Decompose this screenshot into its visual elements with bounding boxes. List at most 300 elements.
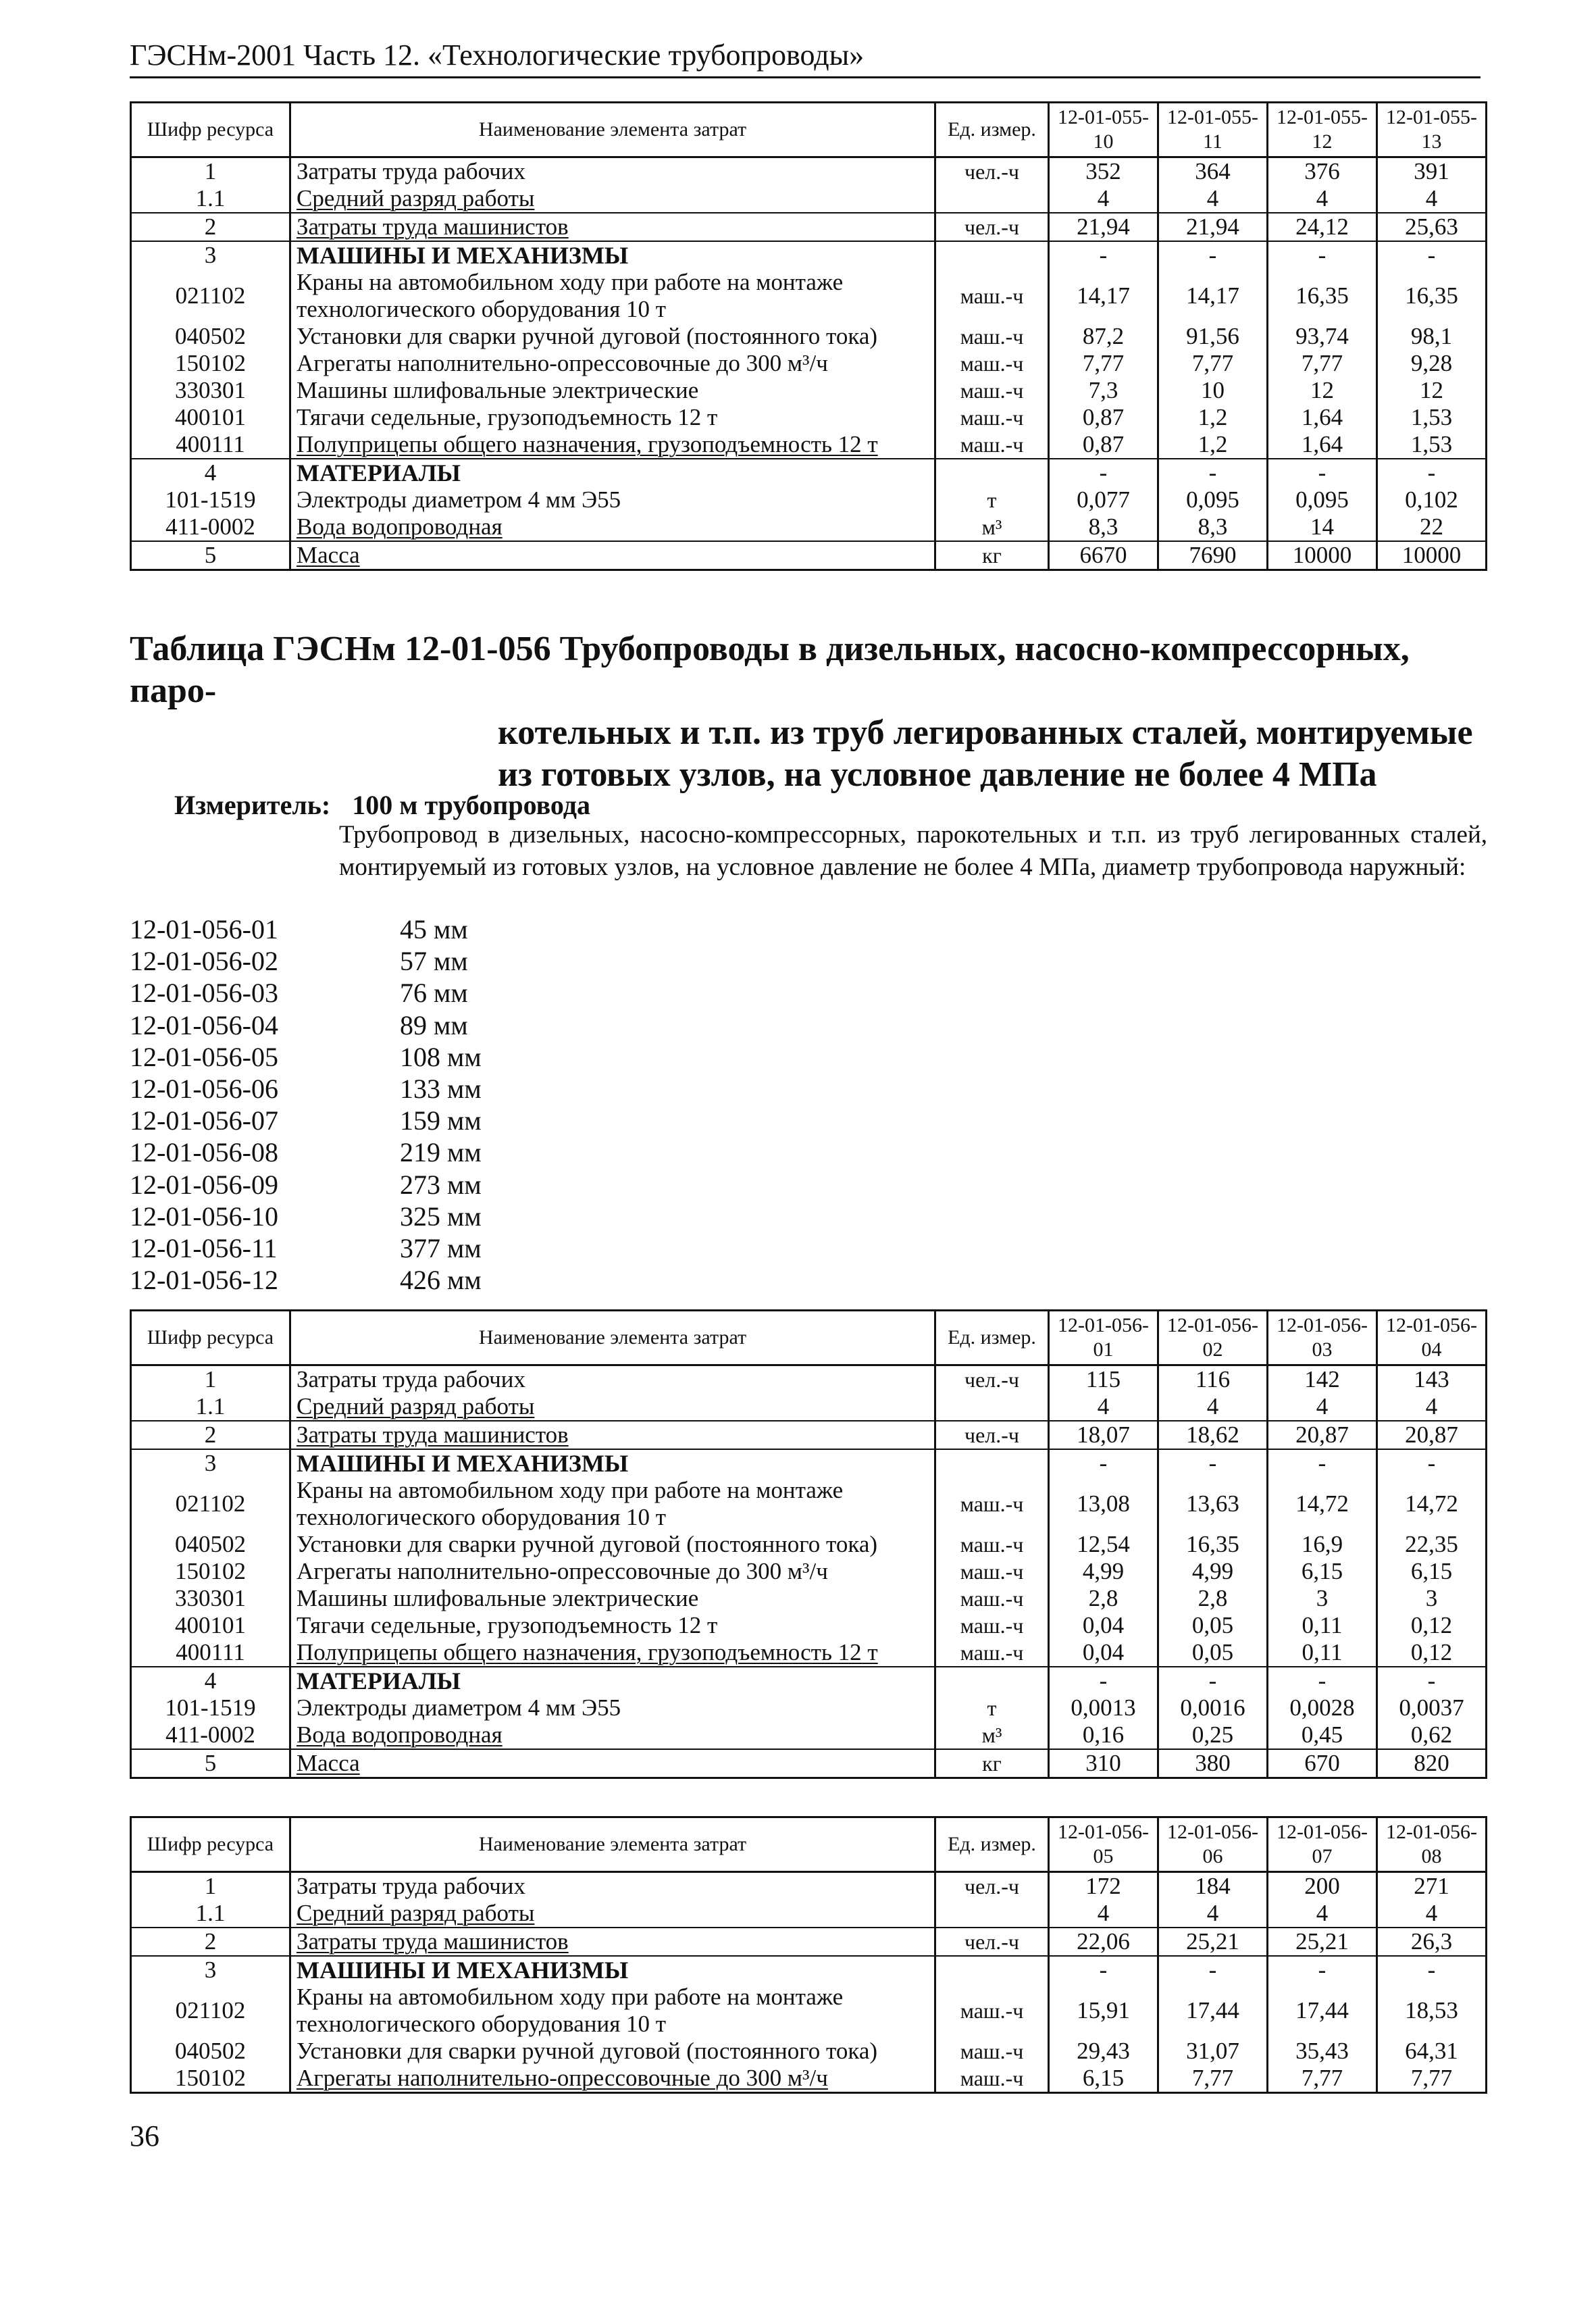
table-row <box>131 1694 1487 1721</box>
resource-code: 2 <box>131 1421 290 1449</box>
table-row <box>131 1956 1487 1984</box>
variant-list <box>130 913 482 1296</box>
norm-value: 24,12 <box>1268 213 1377 241</box>
table-row <box>131 185 1487 213</box>
norm-value: 142 <box>1268 1365 1377 1394</box>
variant-diameter: 325 мм <box>400 1201 482 1232</box>
variant-diameter: 45 мм <box>400 914 468 945</box>
norm-value: 25,21 <box>1158 1928 1268 1956</box>
norm-value: 7,77 <box>1268 350 1377 377</box>
variant-item <box>130 1105 482 1136</box>
norm-value: - <box>1049 1449 1158 1477</box>
section-title <box>130 628 1487 796</box>
norm-value: 0,12 <box>1377 1612 1487 1639</box>
cost-element-name: МАШИНЫ И МЕХАНИЗМЫ <box>290 1956 935 1984</box>
norm-value: 200 <box>1268 1872 1377 1901</box>
table-row <box>131 459 1487 486</box>
norm-value: 16,35 <box>1377 269 1487 323</box>
resource-code: 330301 <box>131 377 290 404</box>
norm-value: 4 <box>1049 1393 1158 1421</box>
norm-value: 0,16 <box>1049 1721 1158 1749</box>
norm-value: - <box>1049 1956 1158 1984</box>
header-unit: Ед. измер. <box>935 103 1049 157</box>
table-row <box>131 431 1487 459</box>
cost-element-name: Машины шлифовальные электрические <box>290 1585 935 1612</box>
norm-value: 12,54 <box>1049 1531 1158 1558</box>
table-row <box>131 541 1487 570</box>
table-row <box>131 1585 1487 1612</box>
table-row <box>131 1872 1487 1901</box>
cost-element-name: Вода водопроводная <box>290 513 935 541</box>
header-norm-code: 12-01-056-06 <box>1158 1817 1268 1872</box>
unit-of-measure <box>935 1449 1049 1477</box>
resource-code: 101-1519 <box>131 1694 290 1721</box>
norm-value: 0,87 <box>1049 431 1158 459</box>
resource-code: 101-1519 <box>131 486 290 513</box>
norm-value: 16,9 <box>1268 1531 1377 1558</box>
cost-element-name: Затраты труда машинистов <box>290 1928 935 1956</box>
page-number: 36 <box>130 2119 159 2153</box>
table-row <box>131 1558 1487 1585</box>
table-row <box>131 1749 1487 1778</box>
norm-value: 6,15 <box>1049 2065 1158 2093</box>
resource-code: 3 <box>131 1956 290 1984</box>
cost-element-name: Затраты труда машинистов <box>290 1421 935 1449</box>
cost-element-name: Агрегаты наполнительно-опрессовочные до 300 м³/ч <box>290 2065 935 2093</box>
cost-element-name: Электроды диаметром 4 мм Э55 <box>290 486 935 513</box>
norm-value: 10000 <box>1268 541 1377 570</box>
norm-value: - <box>1377 459 1487 486</box>
norm-value: 25,21 <box>1268 1928 1377 1956</box>
table-row <box>131 486 1487 513</box>
norm-value: 6,15 <box>1268 1558 1377 1585</box>
norm-value: 0,0013 <box>1049 1694 1158 1721</box>
norm-value: 93,74 <box>1268 323 1377 350</box>
table-row <box>131 1900 1487 1928</box>
cost-element-name: Затраты труда машинистов <box>290 213 935 241</box>
cost-element-name: Машины шлифовальные электрические <box>290 377 935 404</box>
header-cost-element: Наименование элемента затрат <box>290 103 935 157</box>
norm-value: 3 <box>1268 1585 1377 1612</box>
norm-value: 1,2 <box>1158 404 1268 431</box>
cost-element-name: Масса <box>290 541 935 570</box>
norm-value: 4,99 <box>1158 1558 1268 1585</box>
unit-of-measure <box>935 459 1049 486</box>
norm-value: 64,31 <box>1377 2038 1487 2065</box>
norm-value: - <box>1377 1449 1487 1477</box>
resource-code: 330301 <box>131 1585 290 1612</box>
cost-element-name: Агрегаты наполнительно-опрессовочные до 300 м³/ч <box>290 1558 935 1585</box>
variant-item <box>130 1169 482 1201</box>
unit-of-measure: чел.-ч <box>935 1872 1049 1901</box>
table-row <box>131 1477 1487 1531</box>
norm-value: - <box>1158 1449 1268 1477</box>
norm-value: 0,45 <box>1268 1721 1377 1749</box>
unit-of-measure <box>935 1956 1049 1984</box>
resource-code: 1 <box>131 157 290 186</box>
norm-value: 2,8 <box>1158 1585 1268 1612</box>
norm-value: 4 <box>1377 1900 1487 1928</box>
norm-value: 20,87 <box>1268 1421 1377 1449</box>
norm-value: - <box>1158 459 1268 486</box>
resource-code: 1.1 <box>131 1393 290 1421</box>
norm-value: 184 <box>1158 1872 1268 1901</box>
resource-code: 400111 <box>131 1639 290 1667</box>
variant-diameter: 76 мм <box>400 978 468 1009</box>
variant-diameter: 273 мм <box>400 1169 482 1200</box>
norm-value: 29,43 <box>1049 2038 1158 2065</box>
resource-code: 040502 <box>131 323 290 350</box>
variant-code: 12-01-056-01 <box>130 914 278 945</box>
header-norm-code: 12-01-055-11 <box>1158 103 1268 157</box>
cost-element-name: Агрегаты наполнительно-опрессовочные до 300 м³/ч <box>290 350 935 377</box>
variant-item <box>130 977 482 1009</box>
norm-value: 0,11 <box>1268 1612 1377 1639</box>
unit-of-measure: м³ <box>935 1721 1049 1749</box>
variant-code: 12-01-056-11 <box>130 1233 278 1264</box>
unit-of-measure: маш.-ч <box>935 1477 1049 1531</box>
norm-value: 364 <box>1158 157 1268 186</box>
measure-label: Измеритель: <box>174 790 331 820</box>
norm-value: - <box>1268 1667 1377 1694</box>
norm-value: 0,04 <box>1049 1612 1158 1639</box>
table-row <box>131 269 1487 323</box>
unit-of-measure <box>935 1393 1049 1421</box>
unit-of-measure: маш.-ч <box>935 2038 1049 2065</box>
norm-value: - <box>1268 1449 1377 1477</box>
resource-code: 5 <box>131 1749 290 1778</box>
header-norm-code: 12-01-056-07 <box>1268 1817 1377 1872</box>
cost-element-name: МАТЕРИАЛЫ <box>290 459 935 486</box>
norm-value: 1,64 <box>1268 404 1377 431</box>
header-norm-code: 12-01-056-03 <box>1268 1311 1377 1365</box>
norm-value: 1,53 <box>1377 431 1487 459</box>
header-resource-code: Шифр ресурса <box>131 1817 290 1872</box>
norm-value: 4 <box>1268 1393 1377 1421</box>
norm-value: - <box>1377 1956 1487 1984</box>
norm-value: 31,07 <box>1158 2038 1268 2065</box>
header-resource-code: Шифр ресурса <box>131 1311 290 1365</box>
cost-element-name: Полуприцепы общего назначения, грузоподъемность 12 т <box>290 431 935 459</box>
cost-element-name: Полуприцепы общего назначения, грузоподъемность 12 т <box>290 1639 935 1667</box>
unit-of-measure: маш.-ч <box>935 1612 1049 1639</box>
norm-value: 376 <box>1268 157 1377 186</box>
cost-element-name: Масса <box>290 1749 935 1778</box>
resource-code: 040502 <box>131 2038 290 2065</box>
resource-table-055 <box>130 101 1487 571</box>
table-row <box>131 1531 1487 1558</box>
norm-value: 14,17 <box>1049 269 1158 323</box>
variant-diameter: 377 мм <box>400 1233 482 1264</box>
norm-value: 13,63 <box>1158 1477 1268 1531</box>
norm-value: 0,077 <box>1049 486 1158 513</box>
cost-element-name: Электроды диаметром 4 мм Э55 <box>290 1694 935 1721</box>
header-unit: Ед. измер. <box>935 1817 1049 1872</box>
norm-value: 820 <box>1377 1749 1487 1778</box>
variant-item <box>130 1201 482 1232</box>
resource-code: 021102 <box>131 1477 290 1531</box>
norm-value: 0,87 <box>1049 404 1158 431</box>
unit-of-measure: т <box>935 486 1049 513</box>
cost-element-name: Затраты труда рабочих <box>290 157 935 186</box>
unit-of-measure: маш.-ч <box>935 431 1049 459</box>
norm-value: 4 <box>1158 1393 1268 1421</box>
unit-of-measure: т <box>935 1694 1049 1721</box>
table-row <box>131 1393 1487 1421</box>
norm-value: 0,0028 <box>1268 1694 1377 1721</box>
unit-of-measure: маш.-ч <box>935 404 1049 431</box>
cost-element-name: Установки для сварки ручной дуговой (постоянного тока) <box>290 2038 935 2065</box>
table-body <box>131 157 1487 570</box>
variant-item <box>130 1232 482 1264</box>
norm-value: 14,72 <box>1377 1477 1487 1531</box>
table-row <box>131 350 1487 377</box>
cost-element-name: Средний разряд работы <box>290 1900 935 1928</box>
header-cost-element: Наименование элемента затрат <box>290 1311 935 1365</box>
norm-value: 0,05 <box>1158 1612 1268 1639</box>
resource-code: 150102 <box>131 350 290 377</box>
variant-diameter: 57 мм <box>400 946 468 977</box>
resource-code: 5 <box>131 541 290 570</box>
norm-value: 21,94 <box>1158 213 1268 241</box>
norm-value: 0,095 <box>1268 486 1377 513</box>
norm-value: 7,77 <box>1049 350 1158 377</box>
norm-value: 22,35 <box>1377 1531 1487 1558</box>
norm-value: 4 <box>1377 1393 1487 1421</box>
norm-value: 87,2 <box>1049 323 1158 350</box>
norm-value: 18,07 <box>1049 1421 1158 1449</box>
table-row <box>131 1721 1487 1749</box>
resource-code: 3 <box>131 241 290 269</box>
norm-value: 15,91 <box>1049 1984 1158 2038</box>
resource-code: 021102 <box>131 269 290 323</box>
table-row <box>131 1639 1487 1667</box>
unit-of-measure <box>935 1900 1049 1928</box>
norm-value: 98,1 <box>1377 323 1487 350</box>
variant-diameter: 133 мм <box>400 1074 482 1105</box>
norm-value: 8,3 <box>1158 513 1268 541</box>
table-row <box>131 1612 1487 1639</box>
norm-value: 25,63 <box>1377 213 1487 241</box>
cost-element-name: Краны на автомобильном ходу при работе на монтаже технологического оборудования 10 т <box>290 269 935 323</box>
norm-value: 7,77 <box>1158 2065 1268 2093</box>
norm-value: 0,0016 <box>1158 1694 1268 1721</box>
resource-code: 150102 <box>131 2065 290 2093</box>
header-cost-element: Наименование элемента затрат <box>290 1817 935 1872</box>
section-title-line: Таблица ГЭСНм 12-01-056 Трубопроводы в дизельных, насосно-компрессорных, паро- <box>130 630 1410 710</box>
norm-value: 14 <box>1268 513 1377 541</box>
norm-value: - <box>1377 1667 1487 1694</box>
unit-of-measure <box>935 185 1049 213</box>
norm-value: 12 <box>1377 377 1487 404</box>
unit-of-measure: чел.-ч <box>935 213 1049 241</box>
header-norm-code: 12-01-056-05 <box>1049 1817 1158 1872</box>
cost-element-name: МАШИНЫ И МЕХАНИЗМЫ <box>290 1449 935 1477</box>
norm-value: 9,28 <box>1377 350 1487 377</box>
norm-value: - <box>1158 1667 1268 1694</box>
table-row <box>131 404 1487 431</box>
cost-element-name: Средний разряд работы <box>290 185 935 213</box>
norm-value: 22,06 <box>1049 1928 1158 1956</box>
norm-value: - <box>1158 1956 1268 1984</box>
variant-code: 12-01-056-06 <box>130 1074 278 1105</box>
norm-value: 18,62 <box>1158 1421 1268 1449</box>
section-title-line: из готовых узлов, на условное давление не более 4 МПа <box>498 755 1377 794</box>
norm-value: 13,08 <box>1049 1477 1158 1531</box>
table-row <box>131 377 1487 404</box>
variant-item <box>130 1009 482 1041</box>
unit-of-measure: маш.-ч <box>935 1639 1049 1667</box>
variant-code: 12-01-056-02 <box>130 946 278 977</box>
norm-value: 352 <box>1049 157 1158 186</box>
variant-item <box>130 1264 482 1296</box>
measure-line <box>174 789 590 821</box>
measure-value: 100 м трубопровода <box>352 790 590 820</box>
variant-code: 12-01-056-07 <box>130 1105 278 1136</box>
resource-code: 021102 <box>131 1984 290 2038</box>
norm-value: 4 <box>1268 185 1377 213</box>
variant-code: 12-01-056-03 <box>130 978 278 1009</box>
norm-value: 7,3 <box>1049 377 1158 404</box>
norm-value: 4,99 <box>1049 1558 1158 1585</box>
norm-value: 670 <box>1268 1749 1377 1778</box>
table-row <box>131 1449 1487 1477</box>
norm-value: 10000 <box>1377 541 1487 570</box>
variant-item <box>130 1073 482 1105</box>
section-description: Трубопровод в дизельных, насосно-компрессорных, парокотельных и т.п. из труб легированных сталей, монтируемый из готовых узлов, на условное давление не более 4 МПа, диаметр трубопровода наружный: <box>339 821 1487 881</box>
table-row <box>131 2038 1487 2065</box>
unit-of-measure <box>935 241 1049 269</box>
norm-value: 22 <box>1377 513 1487 541</box>
variant-code: 12-01-056-08 <box>130 1137 278 1168</box>
table-row <box>131 1365 1487 1394</box>
table-row <box>131 1928 1487 1956</box>
unit-of-measure: кг <box>935 541 1049 570</box>
cost-element-name: Установки для сварки ручной дуговой (постоянного тока) <box>290 323 935 350</box>
cost-element-name: МАТЕРИАЛЫ <box>290 1667 935 1694</box>
table-row <box>131 2065 1487 2093</box>
norm-value: 116 <box>1158 1365 1268 1394</box>
norm-value: 18,53 <box>1377 1984 1487 2038</box>
cost-element-name: Средний разряд работы <box>290 1393 935 1421</box>
norm-value: - <box>1049 1667 1158 1694</box>
norm-value: 391 <box>1377 157 1487 186</box>
unit-of-measure: маш.-ч <box>935 1585 1049 1612</box>
norm-value: 0,04 <box>1049 1639 1158 1667</box>
variant-diameter: 426 мм <box>400 1265 482 1296</box>
norm-value: 143 <box>1377 1365 1487 1394</box>
cost-element-name: Установки для сварки ручной дуговой (постоянного тока) <box>290 1531 935 1558</box>
norm-value: 172 <box>1049 1872 1158 1901</box>
table-row <box>131 213 1487 241</box>
unit-of-measure <box>935 1667 1049 1694</box>
resource-table-056-05-08 <box>130 1816 1487 2094</box>
header-unit: Ед. измер. <box>935 1311 1049 1365</box>
header-norm-code: 12-01-056-02 <box>1158 1311 1268 1365</box>
variant-item <box>130 1041 482 1073</box>
norm-value: 21,94 <box>1049 213 1158 241</box>
table-row <box>131 513 1487 541</box>
resource-code: 150102 <box>131 1558 290 1585</box>
norm-value: 0,12 <box>1377 1639 1487 1667</box>
header-norm-code: 12-01-055-12 <box>1268 103 1377 157</box>
norm-value: 14,72 <box>1268 1477 1377 1531</box>
norm-value: 4 <box>1049 1900 1158 1928</box>
resource-code: 1.1 <box>131 185 290 213</box>
norm-value: 4 <box>1158 185 1268 213</box>
resource-code: 1 <box>131 1365 290 1394</box>
norm-value: 115 <box>1049 1365 1158 1394</box>
variant-code: 12-01-056-10 <box>130 1201 278 1232</box>
variant-diameter: 108 мм <box>400 1041 482 1072</box>
running-head: ГЭСНм-2001 Часть 12. «Технологические трубопроводы» <box>130 38 1481 78</box>
variant-diameter: 159 мм <box>400 1105 482 1136</box>
norm-value: 17,44 <box>1268 1984 1377 2038</box>
resource-code: 400111 <box>131 431 290 459</box>
norm-value: - <box>1268 1956 1377 1984</box>
unit-of-measure: чел.-ч <box>935 1365 1049 1394</box>
norm-value: 10 <box>1158 377 1268 404</box>
unit-of-measure: маш.-ч <box>935 1984 1049 2038</box>
resource-code: 1.1 <box>131 1900 290 1928</box>
table-body <box>131 1365 1487 1778</box>
unit-of-measure: чел.-ч <box>935 157 1049 186</box>
norm-value: 2,8 <box>1049 1585 1158 1612</box>
cost-element-name: Тягачи седельные, грузоподъемность 12 т <box>290 1612 935 1639</box>
norm-value: 4 <box>1049 185 1158 213</box>
norm-value: 4 <box>1268 1900 1377 1928</box>
norm-value: - <box>1377 241 1487 269</box>
cost-element-name: Затраты труда рабочих <box>290 1365 935 1394</box>
norm-value: 1,64 <box>1268 431 1377 459</box>
unit-of-measure: маш.-ч <box>935 350 1049 377</box>
norm-value: 0,102 <box>1377 486 1487 513</box>
norm-value: 0,62 <box>1377 1721 1487 1749</box>
unit-of-measure: маш.-ч <box>935 2065 1049 2093</box>
cost-element-name: Тягачи седельные, грузоподъемность 12 т <box>290 404 935 431</box>
table-row <box>131 1984 1487 2038</box>
norm-value: 26,3 <box>1377 1928 1487 1956</box>
norm-value: 7,77 <box>1158 350 1268 377</box>
unit-of-measure: маш.-ч <box>935 269 1049 323</box>
norm-value: 0,25 <box>1158 1721 1268 1749</box>
norm-value: 3 <box>1377 1585 1487 1612</box>
section-title-line: котельных и т.п. из труб легированных сталей, монтируемые <box>498 713 1473 752</box>
variant-item <box>130 1136 482 1168</box>
norm-value: 16,35 <box>1158 1531 1268 1558</box>
resource-code: 400101 <box>131 1612 290 1639</box>
norm-value: 0,095 <box>1158 486 1268 513</box>
norm-value: - <box>1268 241 1377 269</box>
resource-code: 411-0002 <box>131 1721 290 1749</box>
variant-item <box>130 913 482 945</box>
header-norm-code: 12-01-056-04 <box>1377 1311 1487 1365</box>
norm-value: 8,3 <box>1049 513 1158 541</box>
norm-value: 4 <box>1158 1900 1268 1928</box>
unit-of-measure: маш.-ч <box>935 323 1049 350</box>
unit-of-measure: маш.-ч <box>935 1558 1049 1585</box>
cost-element-name: Вода водопроводная <box>290 1721 935 1749</box>
resource-code: 2 <box>131 213 290 241</box>
norm-value: 20,87 <box>1377 1421 1487 1449</box>
table-row <box>131 157 1487 186</box>
norm-value: 271 <box>1377 1872 1487 1901</box>
norm-value: 7,77 <box>1268 2065 1377 2093</box>
unit-of-measure: маш.-ч <box>935 377 1049 404</box>
unit-of-measure: чел.-ч <box>935 1928 1049 1956</box>
cost-element-name: Затраты труда рабочих <box>290 1872 935 1901</box>
norm-value: 380 <box>1158 1749 1268 1778</box>
